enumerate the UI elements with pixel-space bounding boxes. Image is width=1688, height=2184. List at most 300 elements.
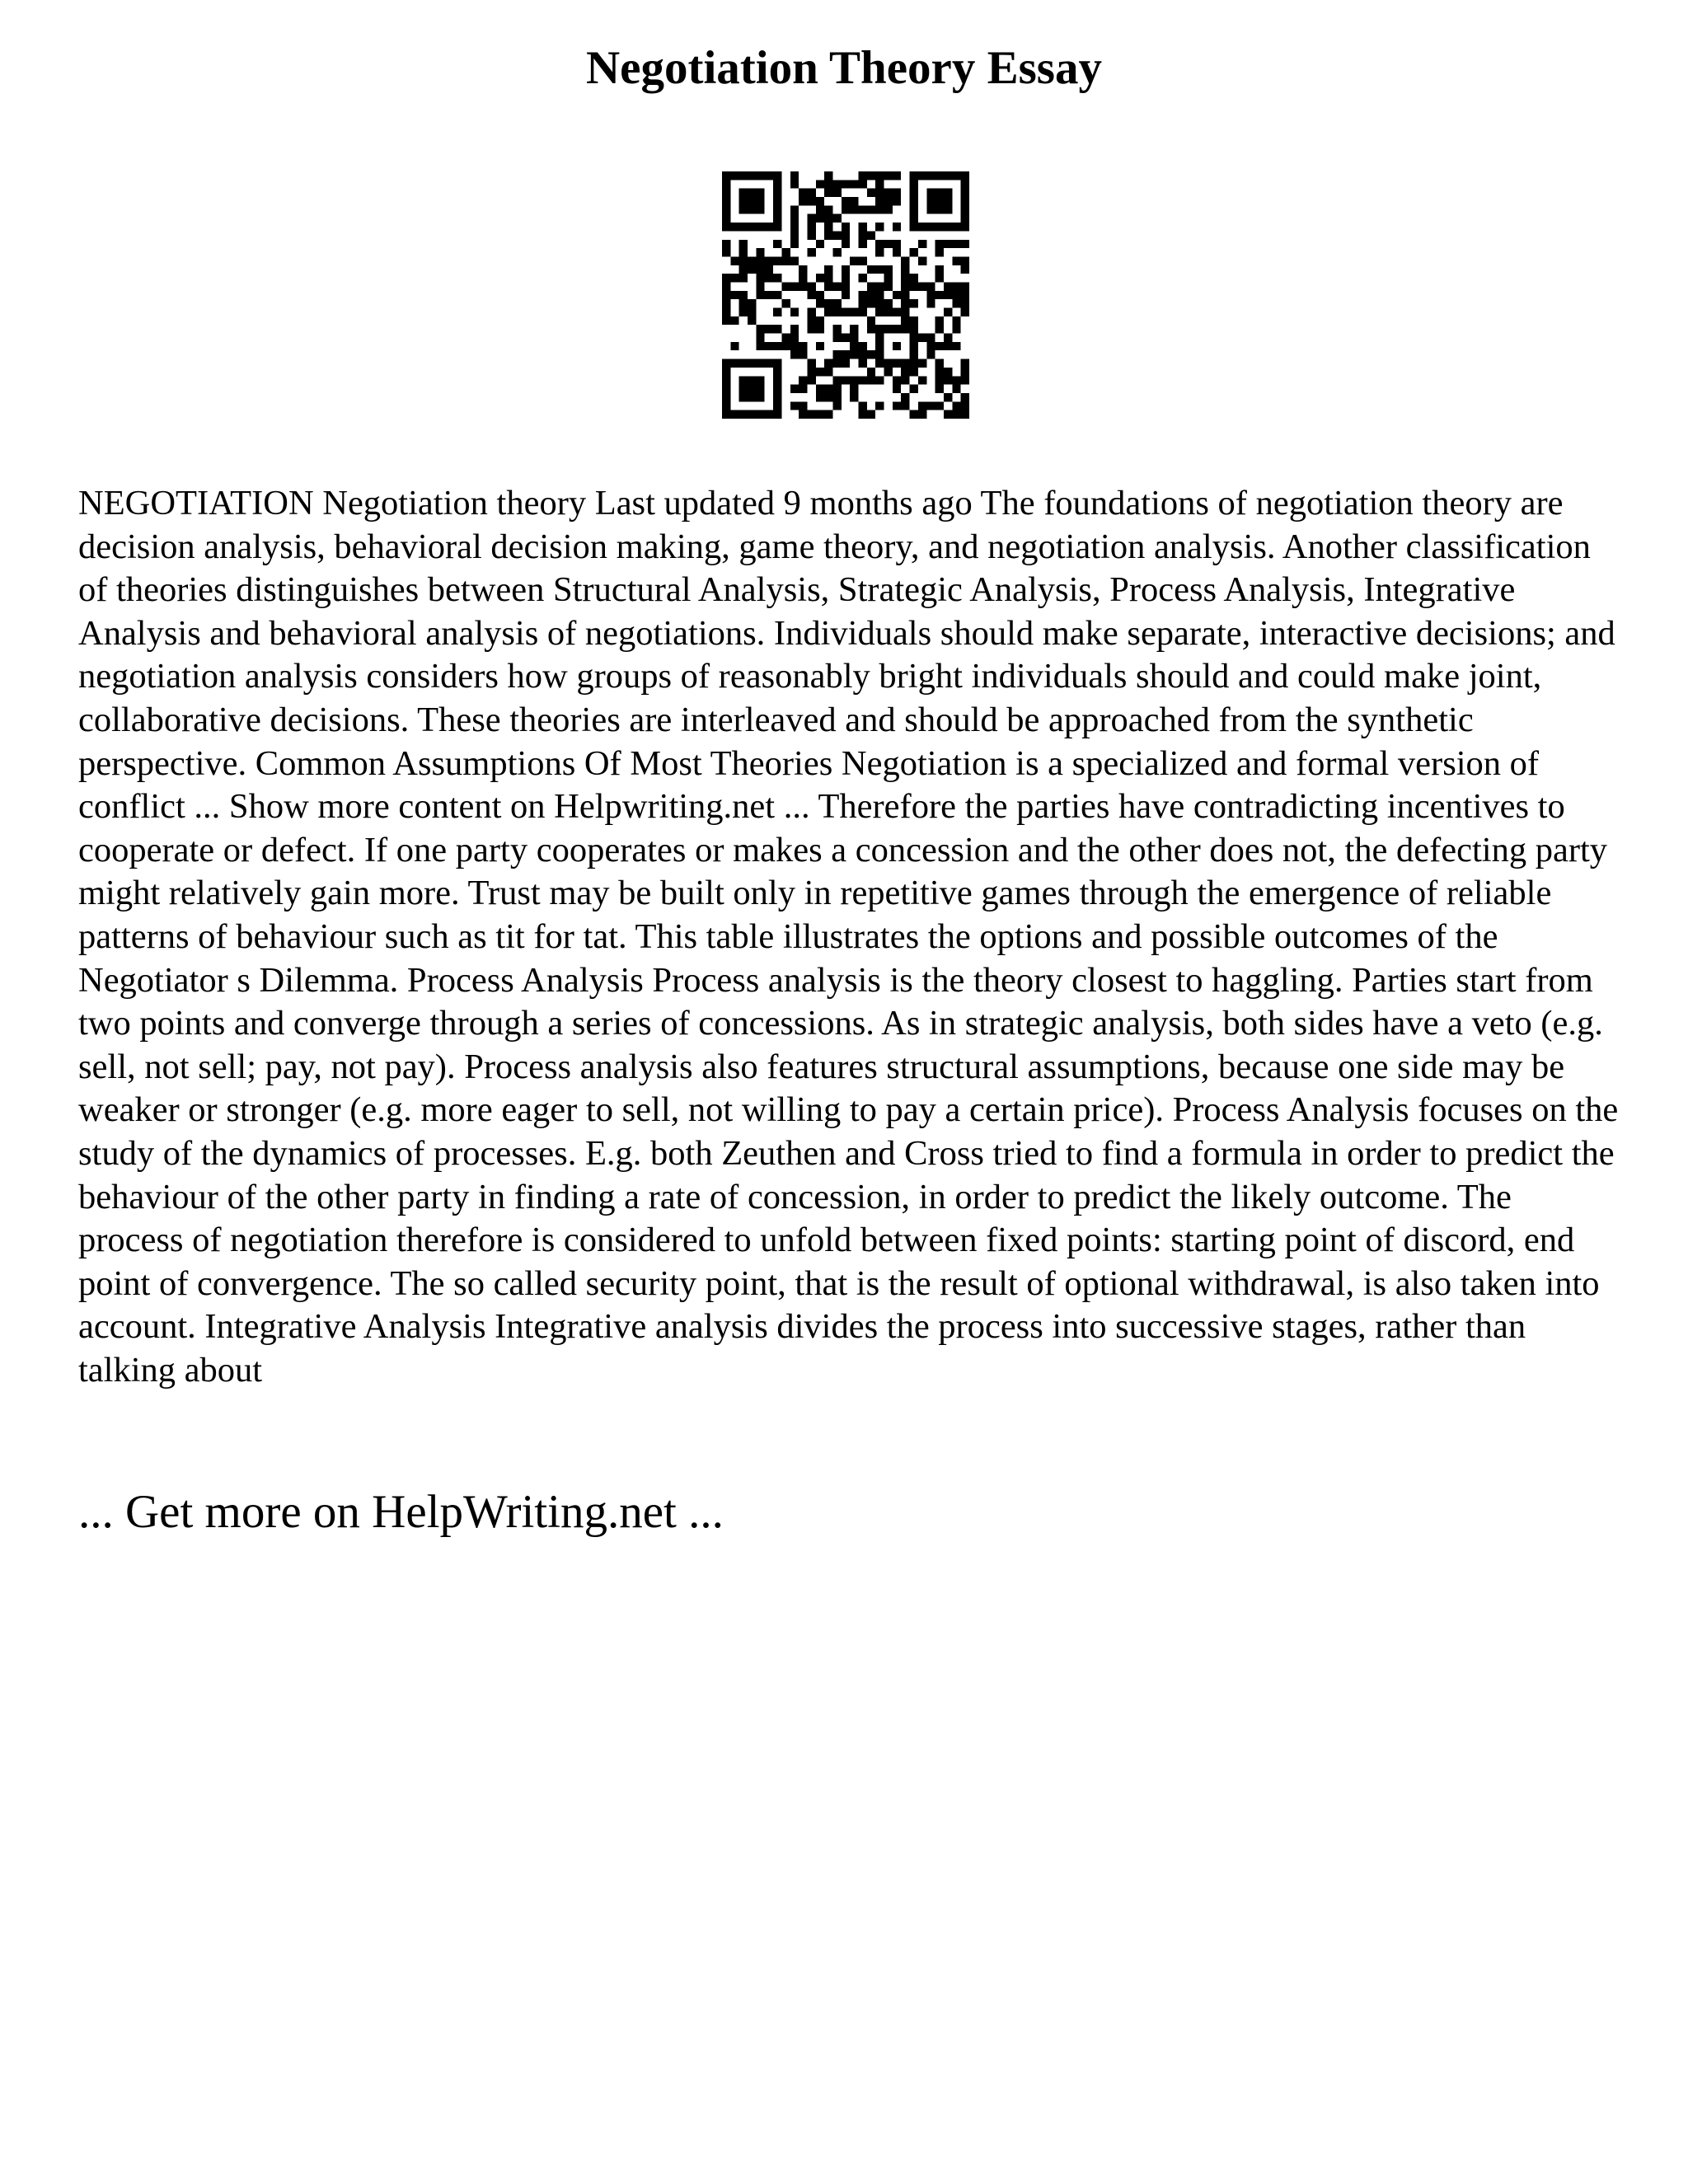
qr-module bbox=[824, 180, 832, 188]
qr-module bbox=[961, 197, 969, 205]
qr-module bbox=[875, 359, 884, 368]
qr-module bbox=[875, 189, 884, 197]
qr-module bbox=[722, 282, 730, 290]
qr-module bbox=[884, 205, 893, 213]
qr-module bbox=[935, 197, 944, 205]
qr-module bbox=[799, 410, 807, 419]
qr-module bbox=[884, 359, 893, 368]
get-more-link[interactable]: ... Get more on HelpWriting.net ... bbox=[78, 1486, 724, 1538]
qr-module bbox=[756, 291, 764, 299]
qr-module bbox=[799, 265, 807, 274]
qr-module bbox=[832, 308, 841, 316]
qr-module bbox=[730, 342, 738, 350]
qr-module bbox=[832, 401, 841, 410]
qr-module bbox=[748, 316, 756, 325]
qr-module bbox=[926, 299, 935, 307]
qr-module bbox=[765, 410, 773, 419]
qr-module bbox=[850, 180, 858, 188]
qr-module bbox=[961, 282, 969, 290]
qr-module bbox=[875, 334, 884, 342]
qr-module bbox=[850, 325, 858, 333]
qr-module bbox=[824, 189, 832, 197]
qr-module bbox=[824, 410, 832, 419]
qr-module bbox=[901, 393, 909, 401]
qr-module bbox=[816, 214, 824, 223]
qr-module bbox=[952, 342, 960, 350]
qr-module bbox=[952, 282, 960, 290]
qr-module bbox=[842, 180, 850, 188]
qr-module bbox=[935, 359, 944, 368]
qr-module bbox=[859, 205, 867, 213]
qr-module bbox=[730, 274, 738, 282]
qr-module bbox=[926, 291, 935, 299]
qr-module bbox=[875, 205, 884, 213]
qr-module bbox=[790, 205, 799, 213]
qr-module bbox=[722, 401, 730, 410]
qr-module bbox=[730, 410, 738, 419]
qr-module bbox=[842, 291, 850, 299]
qr-module bbox=[773, 393, 781, 401]
qr-module bbox=[832, 350, 841, 359]
qr-module bbox=[910, 410, 918, 419]
qr-module bbox=[765, 274, 773, 282]
qr-module bbox=[875, 240, 884, 248]
qr-module bbox=[756, 410, 764, 419]
qr-module bbox=[824, 231, 832, 239]
qr-module bbox=[773, 180, 781, 188]
qr-module bbox=[893, 342, 901, 350]
qr-module bbox=[773, 385, 781, 393]
qr-module bbox=[807, 231, 815, 239]
qr-module bbox=[875, 171, 884, 180]
qr-module bbox=[910, 205, 918, 213]
essay-body-text: NEGOTIATION Negotiation theory Last updated 9 months ago The foundations of negotiation theory are decision analysis, behavioral decision making, game theory, and negotiation analysis. Another classification of theories distinguishes between Structural Analysis, Strategic Analysis, Process Analysis, Integrative Analysis and behavioral analysis of negotiations. Individuals should make separate, interactive decisions; and negotiation analysis considers how groups of reasonably bright individuals should and could make joint, collaborative decisions. These theories are interleaved and should be approached from the synthetic perspective. Common Assumptions Of Most Theories Negotiation is a specialized and formal version of conflict ... Show more content on Helpwriting.net ... Therefore the parties have contradicting incentives to cooperate or defect. If one party cooperates or makes a concession and the other does not, the defecting party might relatively gain more. Trust may be built only in repetitive games through the emergence of reliable patterns of behaviour such as tit for tat. This table illustrates the options and possible outcomes of the Negotiator s Dilemma. Process Analysis Process analysis is the theory closest to haggling. Parties start from two points and converge through a series of concessions. As in strategic analysis, both sides have a veto (e.g. sell, not sell; pay, not pay). Process analysis also features structural assumptions, because one side may be weaker or stronger (e.g. more eager to sell, not willing to pay a certain price). Process Analysis focuses on the study of the dynamics of processes. E.g. both Zeuthen and Cross tried to find a formula in order to predict the behaviour of the other party in finding a rate of concession, in order to predict the likely outcome. The process of negotiation therefore is considered to unfold between fixed points: starting point of discord, end point of convergence. The so called security point, that is the result of optional withdrawal, is also taken into account. Integrative Analysis Integrative analysis divides the process into successive stages, rather than talking about bbox=[78, 484, 1619, 1390]
qr-module bbox=[773, 359, 781, 368]
qr-module bbox=[756, 265, 764, 274]
qr-module bbox=[790, 385, 799, 393]
qr-module bbox=[816, 299, 824, 307]
qr-module bbox=[910, 180, 918, 188]
qr-module bbox=[722, 189, 730, 197]
qr-module bbox=[875, 291, 884, 299]
qr-module bbox=[765, 256, 773, 265]
qr-module bbox=[961, 205, 969, 213]
qr-module bbox=[730, 359, 738, 368]
qr-module bbox=[884, 299, 893, 307]
qr-module bbox=[824, 265, 832, 274]
qr-module bbox=[910, 316, 918, 325]
qr-module bbox=[807, 368, 815, 376]
qr-module bbox=[867, 231, 875, 239]
qr-module bbox=[893, 359, 901, 368]
qr-module bbox=[867, 282, 875, 290]
qr-module bbox=[901, 265, 909, 274]
qr-module bbox=[739, 410, 748, 419]
qr-module bbox=[799, 197, 807, 205]
qr-module bbox=[773, 376, 781, 384]
qr-module bbox=[867, 205, 875, 213]
qr-module bbox=[842, 308, 850, 316]
qr-module bbox=[944, 291, 952, 299]
qr-module bbox=[739, 299, 748, 307]
qr-module bbox=[807, 189, 815, 197]
qr-module bbox=[961, 256, 969, 265]
qr-module bbox=[765, 291, 773, 299]
qr-module bbox=[935, 316, 944, 325]
qr-module bbox=[807, 410, 815, 419]
qr-module bbox=[832, 385, 841, 393]
qr-module bbox=[756, 334, 764, 342]
qr-module bbox=[944, 189, 952, 197]
qr-module bbox=[842, 197, 850, 205]
qr-module bbox=[773, 401, 781, 410]
qr-module bbox=[832, 248, 841, 256]
qr-module bbox=[730, 316, 738, 325]
qr-module bbox=[961, 180, 969, 188]
qr-module bbox=[807, 223, 815, 231]
qr-module bbox=[748, 385, 756, 393]
qr-module bbox=[790, 231, 799, 239]
qr-module bbox=[781, 342, 790, 350]
qr-module bbox=[765, 171, 773, 180]
qr-module bbox=[867, 350, 875, 359]
qr-module bbox=[944, 393, 952, 401]
qr-module bbox=[910, 359, 918, 368]
qr-module bbox=[926, 401, 935, 410]
qr-module bbox=[944, 282, 952, 290]
qr-module bbox=[926, 342, 935, 350]
qr-module bbox=[859, 274, 867, 282]
qr-module bbox=[832, 334, 841, 342]
qr-module bbox=[748, 376, 756, 384]
qr-module bbox=[790, 171, 799, 180]
qr-module bbox=[935, 265, 944, 274]
qr-module bbox=[773, 325, 781, 333]
qr-module bbox=[807, 282, 815, 290]
qr-module bbox=[850, 342, 858, 350]
qr-module bbox=[901, 282, 909, 290]
qr-module bbox=[910, 385, 918, 393]
qr-module bbox=[867, 410, 875, 419]
qr-module bbox=[748, 171, 756, 180]
qr-module bbox=[944, 197, 952, 205]
qr-module bbox=[773, 197, 781, 205]
qr-module bbox=[722, 385, 730, 393]
qr-module bbox=[859, 410, 867, 419]
qr-module bbox=[910, 223, 918, 231]
qr-module bbox=[824, 171, 832, 180]
qr-module bbox=[824, 385, 832, 393]
qr-module bbox=[816, 410, 824, 419]
qr-module bbox=[952, 316, 960, 325]
qr-module bbox=[739, 197, 748, 205]
qr-module bbox=[884, 325, 893, 333]
qr-module bbox=[910, 325, 918, 333]
qr-module bbox=[875, 248, 884, 256]
qr-module bbox=[807, 214, 815, 223]
qr-module bbox=[832, 299, 841, 307]
qr-module bbox=[961, 308, 969, 316]
qr-module bbox=[961, 393, 969, 401]
qr-module bbox=[799, 350, 807, 359]
qr-module bbox=[935, 325, 944, 333]
qr-module bbox=[961, 223, 969, 231]
qr-module bbox=[748, 197, 756, 205]
qr-module bbox=[910, 197, 918, 205]
qr-module bbox=[893, 401, 901, 410]
qr-module bbox=[824, 393, 832, 401]
qr-module bbox=[790, 223, 799, 231]
qr-module bbox=[944, 342, 952, 350]
qr-module bbox=[816, 274, 824, 282]
qr-module bbox=[816, 316, 824, 325]
qr-module bbox=[722, 197, 730, 205]
qr-module bbox=[867, 291, 875, 299]
qr-module bbox=[790, 334, 799, 342]
qr-module bbox=[952, 240, 960, 248]
qr-module bbox=[842, 265, 850, 274]
qr-module bbox=[799, 189, 807, 197]
qr-module bbox=[961, 291, 969, 299]
qr-module bbox=[790, 325, 799, 333]
qr-module bbox=[790, 240, 799, 248]
qr-module bbox=[722, 180, 730, 188]
qr-module bbox=[893, 291, 901, 299]
qr-module bbox=[944, 205, 952, 213]
qr-module bbox=[867, 376, 875, 384]
qr-module bbox=[893, 248, 901, 256]
qr-module bbox=[807, 248, 815, 256]
qr-module bbox=[756, 223, 764, 231]
qr-module bbox=[807, 325, 815, 333]
qr-module bbox=[875, 308, 884, 316]
qr-module bbox=[850, 205, 858, 213]
qr-module bbox=[910, 248, 918, 256]
qr-module bbox=[859, 359, 867, 368]
qr-module bbox=[918, 376, 926, 384]
qr-module bbox=[824, 368, 832, 376]
qr-module bbox=[952, 385, 960, 393]
qr-module bbox=[739, 205, 748, 213]
qr-module bbox=[926, 223, 935, 231]
qr-module bbox=[842, 231, 850, 239]
qr-module bbox=[765, 325, 773, 333]
qr-module bbox=[935, 385, 944, 393]
qr-module bbox=[944, 376, 952, 384]
qr-module bbox=[773, 189, 781, 197]
qr-module bbox=[730, 171, 738, 180]
qr-module bbox=[926, 334, 935, 342]
qr-module bbox=[842, 282, 850, 290]
qr-module bbox=[944, 410, 952, 419]
qr-module bbox=[781, 256, 790, 265]
qr-module bbox=[859, 231, 867, 239]
qr-module bbox=[773, 205, 781, 213]
qr-module bbox=[730, 223, 738, 231]
qr-module bbox=[722, 359, 730, 368]
qr-module bbox=[807, 197, 815, 205]
qr-module bbox=[739, 256, 748, 265]
qr-module bbox=[781, 299, 790, 307]
qr-module bbox=[901, 376, 909, 384]
qr-module bbox=[807, 291, 815, 299]
qr-module bbox=[824, 223, 832, 231]
qr-module bbox=[961, 368, 969, 376]
qr-module bbox=[935, 189, 944, 197]
qr-module bbox=[884, 189, 893, 197]
qr-module bbox=[722, 214, 730, 223]
qr-module bbox=[756, 282, 764, 290]
qr-module bbox=[842, 274, 850, 282]
qr-module bbox=[935, 401, 944, 410]
qr-module bbox=[748, 308, 756, 316]
qr-module bbox=[773, 342, 781, 350]
qr-module bbox=[807, 359, 815, 368]
qr-module bbox=[739, 240, 748, 248]
qr-module bbox=[799, 282, 807, 290]
qr-module bbox=[935, 291, 944, 299]
qr-module bbox=[748, 299, 756, 307]
qr-module bbox=[910, 214, 918, 223]
qr-module bbox=[773, 274, 781, 282]
qr-module bbox=[910, 342, 918, 350]
qr-module bbox=[842, 223, 850, 231]
qr-module bbox=[807, 308, 815, 316]
qr-module bbox=[859, 350, 867, 359]
qr-module bbox=[859, 240, 867, 248]
qr-module bbox=[816, 342, 824, 350]
qr-module bbox=[918, 240, 926, 248]
qr-module bbox=[850, 334, 858, 342]
qr-module bbox=[910, 299, 918, 307]
qr-module bbox=[773, 308, 781, 316]
qr-module bbox=[832, 180, 841, 188]
qr-module bbox=[893, 240, 901, 248]
qr-module bbox=[926, 189, 935, 197]
qr-module bbox=[867, 316, 875, 325]
qr-module bbox=[773, 171, 781, 180]
qr-module bbox=[832, 231, 841, 239]
qr-module bbox=[952, 410, 960, 419]
qr-module bbox=[918, 171, 926, 180]
qr-module bbox=[859, 342, 867, 350]
qr-module bbox=[867, 189, 875, 197]
qr-module bbox=[832, 325, 841, 333]
qr-module bbox=[859, 223, 867, 231]
qr-module bbox=[901, 308, 909, 316]
qr-module bbox=[748, 223, 756, 231]
qr-module bbox=[816, 325, 824, 333]
qr-module bbox=[901, 401, 909, 410]
qr-module bbox=[824, 274, 832, 282]
qr-module bbox=[918, 256, 926, 265]
qr-module bbox=[799, 342, 807, 350]
qr-module bbox=[816, 393, 824, 401]
qr-module bbox=[961, 376, 969, 384]
qr-module bbox=[722, 205, 730, 213]
qr-module bbox=[926, 282, 935, 290]
qr-module bbox=[765, 223, 773, 231]
qr-module bbox=[765, 342, 773, 350]
qr-module bbox=[859, 180, 867, 188]
qr-module bbox=[816, 385, 824, 393]
qr-module bbox=[824, 282, 832, 290]
qr-module bbox=[722, 299, 730, 307]
qr-module bbox=[832, 376, 841, 384]
qr-module bbox=[901, 274, 909, 282]
qr-module bbox=[765, 265, 773, 274]
qr-module bbox=[961, 189, 969, 197]
qr-module bbox=[875, 325, 884, 333]
qr-module bbox=[875, 401, 884, 410]
qr-module bbox=[790, 282, 799, 290]
qr-module bbox=[918, 401, 926, 410]
qr-module bbox=[859, 299, 867, 307]
qr-module bbox=[756, 274, 764, 282]
qr-module bbox=[781, 248, 790, 256]
qr-module bbox=[739, 189, 748, 197]
qr-module bbox=[850, 393, 858, 401]
qr-module bbox=[875, 180, 884, 188]
qr-module bbox=[893, 197, 901, 205]
qr-module bbox=[859, 401, 867, 410]
qr-module bbox=[773, 256, 781, 265]
qr-module bbox=[926, 171, 935, 180]
qr-module bbox=[935, 248, 944, 256]
qr-module bbox=[722, 274, 730, 282]
qr-module bbox=[773, 291, 781, 299]
qr-module bbox=[790, 180, 799, 188]
qr-module bbox=[722, 316, 730, 325]
qr-module bbox=[918, 410, 926, 419]
qr-module bbox=[832, 214, 841, 223]
qr-module bbox=[926, 197, 935, 205]
qr-module bbox=[935, 223, 944, 231]
qr-module bbox=[722, 376, 730, 384]
qr-module bbox=[910, 274, 918, 282]
qr-module bbox=[739, 359, 748, 368]
qr-module bbox=[867, 368, 875, 376]
qr-module bbox=[901, 299, 909, 307]
qr-module bbox=[842, 376, 850, 384]
qr-module bbox=[935, 240, 944, 248]
qr-module bbox=[961, 240, 969, 248]
qr-module bbox=[842, 205, 850, 213]
qr-module bbox=[832, 359, 841, 368]
qr-module bbox=[884, 265, 893, 274]
qr-module bbox=[756, 325, 764, 333]
qr-module bbox=[756, 385, 764, 393]
qr-module bbox=[790, 350, 799, 359]
qr-module bbox=[730, 256, 738, 265]
qr-module bbox=[918, 359, 926, 368]
qr-module bbox=[875, 376, 884, 384]
qr-module bbox=[850, 197, 858, 205]
qr-module bbox=[748, 205, 756, 213]
document-title: Negotiation Theory Essay bbox=[586, 42, 1102, 94]
qr-module bbox=[850, 376, 858, 384]
qr-module bbox=[748, 189, 756, 197]
qr-module bbox=[739, 393, 748, 401]
qr-module bbox=[739, 376, 748, 384]
qr-module bbox=[722, 223, 730, 231]
qr-module bbox=[739, 385, 748, 393]
qr-module bbox=[961, 410, 969, 419]
qr-module bbox=[748, 410, 756, 419]
qr-module bbox=[961, 401, 969, 410]
qr-module bbox=[884, 282, 893, 290]
qr-module bbox=[893, 308, 901, 316]
